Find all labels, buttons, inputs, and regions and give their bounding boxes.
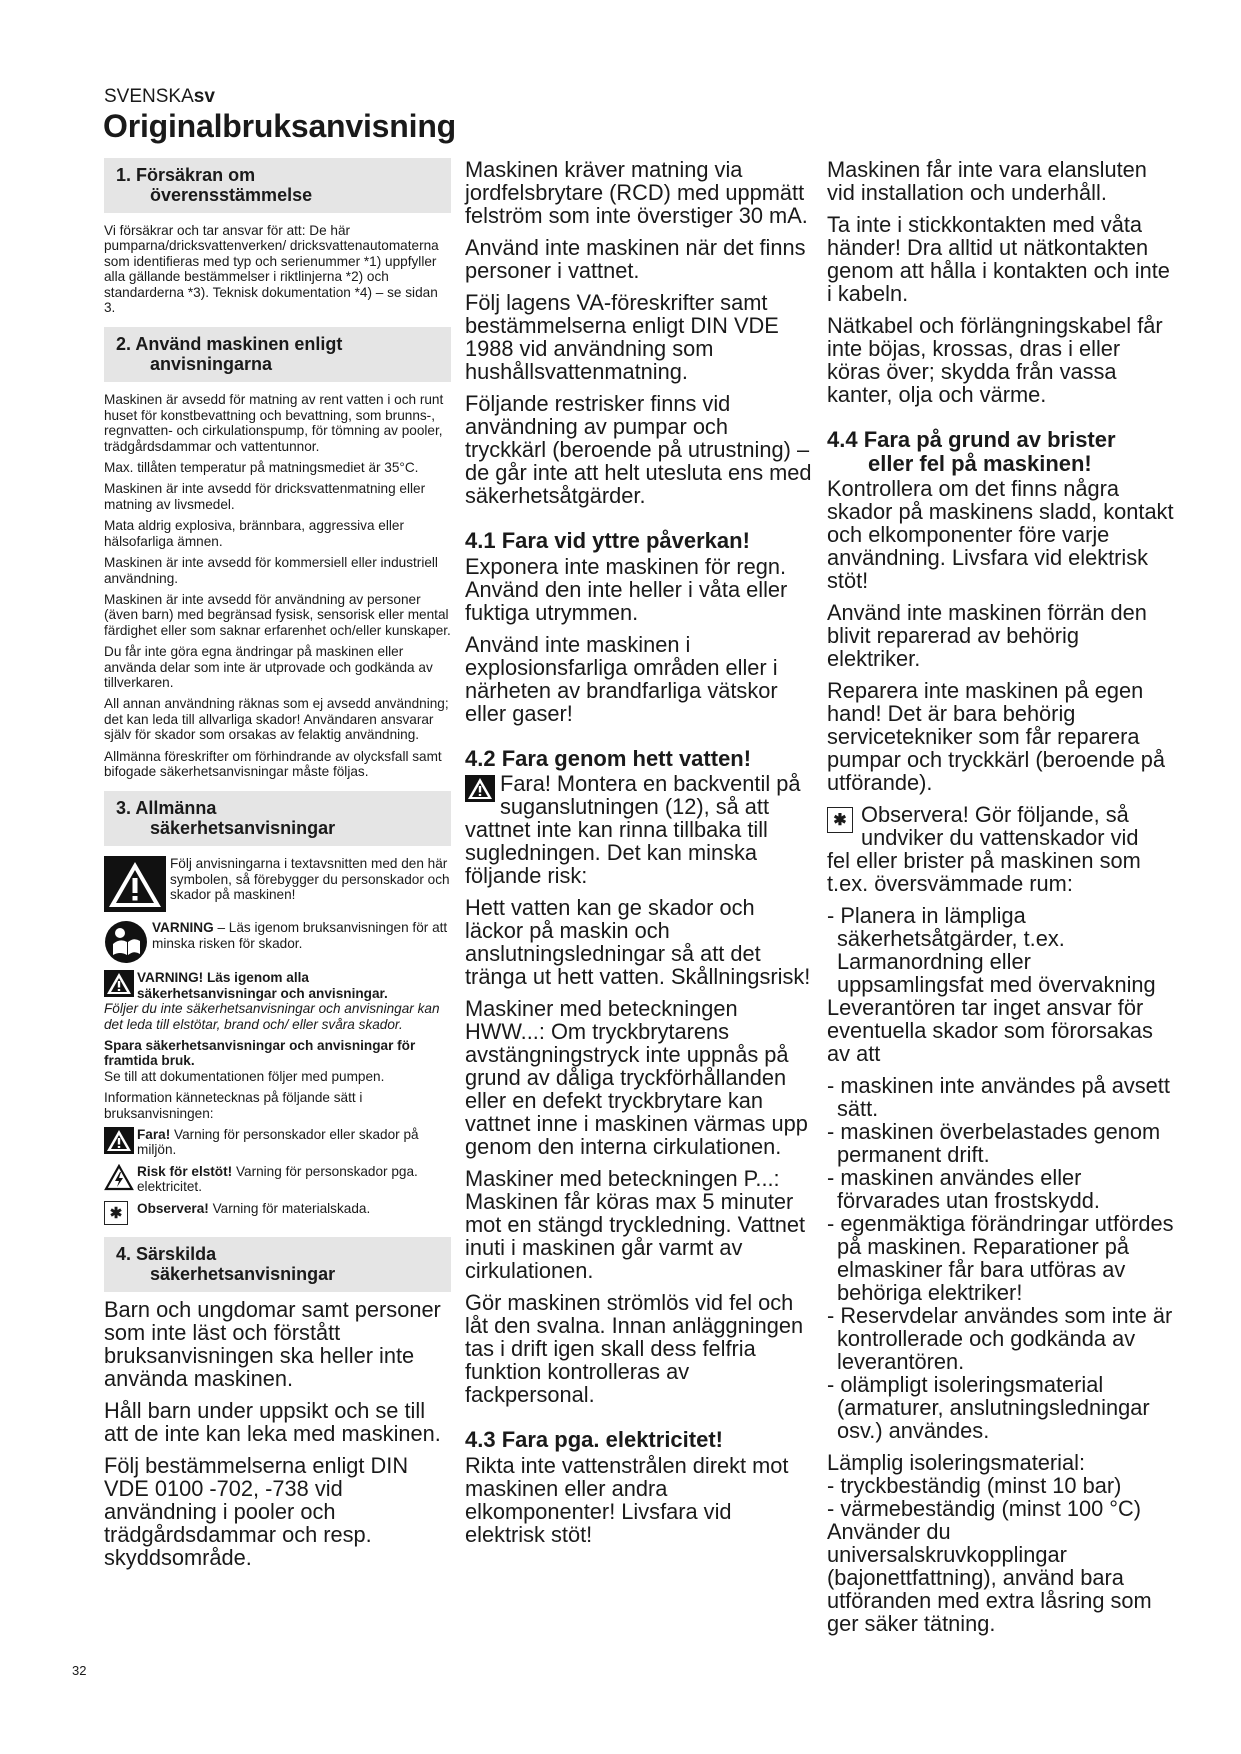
read-manual-icon [104,920,148,964]
page-number: 32 [72,1663,87,1678]
column-left [104,158,451,1578]
section-2-body: Maskinen är avsedd för matning av rent vatten i och runt huset för konstbevattning och bevattning, som brunns-, regnvatten- och cirkulationspump, för tömning av pooler, trädgårdsdammar och vattentunnor. Max. tillåten temperatur på matningsmediet är 35°C. Maskinen är inte avsedd för dricksvattenmatning eller matning av livsmedel. Mata aldrig explosiva, brännbara, aggressiva eller hälsofarliga ämnen. Maskinen är inte avsedd för kommersiell eller industriell användning. Maskinen är inte avsedd för användning av personer (även barn) med begränsad fysisk, sensorisk eller mental färdighet eller som saknar erfarenhet och/eller kunskaper. Du får inte göra egna ändringar på maskinen eller använda delar som inte är utprovade och godkända av tillverkaren. All annan användning räknas som ej avsedd användning; det kan leda till allvarliga skador! Användaren ansvarar själv för skador som orsakas av felaktig användning. Allmänna föreskrifter om förhindrande av olycksfall samt bifogade säkerhetsanvisningar måste följas. [104,392,451,779]
electric-warning-icon [104,1164,134,1191]
section-4-1-heading: 4.1 Fara vid yttre påverkan! [465,528,750,553]
warning-triangle-icon [104,856,166,912]
section-1-heading: 1. Försäkran om överensstämmelse [104,158,451,213]
section-4-3-heading: 4.3 Fara pga. elektricitet! [465,1427,723,1452]
section-3-body: Följ anvisningarna i textavsnitten med den här symbolen, så förebygger du personskador och skador på maskinen! VARNING – Läs igenom bruksanvisningen för att minska risken för skador. VARNING! Läs igenom alla säkerhetsanvisningar och anvisningar. Följer du inte säkerhetsanvisningar och anvisningar kan det leda till elstötar, brand och/ eller svåra skador. Spara säkerhetsanvisningar och anvisningar för framtida bruk. Se till att dokumentationen följer med pumpen. Information kännetecknas på följande sätt i bruksanvisningen: Fara! Varning för personskador eller skador på miljön. Risk för elstöt! Varning för personskador pga. elektricitet. ✱ Observera! Varning för materialskada. [104,856,451,1224]
language-label [104,86,215,108]
section-3-heading: 3. Allmänna säkerhetsanvisningar [104,791,451,846]
section-4-2-heading: 4.2 Fara genom hett vatten! [465,745,752,771]
attention-asterisk-icon: ✱ [827,807,853,833]
section-4-heading: 4. Särskilda säkerhetsanvisningar [104,1237,451,1292]
warning-triangle-icon [104,1127,134,1154]
language-code: sv [193,86,215,107]
warning-triangle-icon [104,970,134,997]
section-4-4-heading: 4.4 Fara på grund av brister eller fel på maskinen! [827,427,1116,476]
section-1-body: Vi försäkrar och tar ansvar för att: De här pumparna/dricksvattenverken/ dricksvattenautomaterna som identifieras med typ och serienummer *1) uppfyller alla gällande bestämmelser i riktlinjerna *2) och standarderna *3). Teknisk dokumentation *4) – se sidan 3. [104,223,439,316]
document-title: Originalbruksanvisning [103,108,457,144]
attention-asterisk-icon: ✱ [104,1201,128,1225]
column-right: Maskinen får inte vara elansluten vid installation och underhåll. Ta inte i stickkontakten med våta händer! Dra alltid ut nätkontakten genom att hålla i kontakten och inte i kabeln. Nätkabel och förlängningskabel får inte böjas, krossas, dras i eller köras över; skydda från vassa kanter, olja och värme. 4.4 Fara på grund av brister eller fel på maskinen! Kontrollera om det finns några skador på maskinens sladd, kontakt och elkomponenter före varje användning. Livsfara vid elektrisk stöt! Använd inte maskinen förrän den blivit reparerad av behörig elektriker. Reparera inte maskinen på egen hand! Det är bara behörig servicetekniker som får reparera pumpar och tryckkärl (beroende på utförande). ✱ Observera! Gör följande, så undviker du vattenskador vid fel eller brister på maskinen som t.ex. översvämmade rum: - Planera in lämpliga säkerhetsåtgärder, t.ex. Larmanordning eller uppsamlingsfat med övervakning Leverantören tar inget ansvar för eventuella skador som förorsakas av att - maskinen inte användes på avsett sätt. - maskinen överbelastades genom permanent drift. - maskinen användes eller förvarades utan frostskydd. - egenmäktiga förändringar utfördes på maskinen. Reparationer på elmaskiner får bara utföras av behöriga elektriker! - Reservdelar användes som inte är kontrollerade och godkända av leverantören. - olämpligt isoleringsmaterial (armaturer, anslutningsledningar osv.) användes. Lämplig isoleringsmaterial: - tryckbeständig (minst 10 bar) - värmebeständig (minst 100 °C) Använder du universalskruvkopplingar (bajonettfattning), använd bara utföranden med extra låsring som ger säker tätning. [827,158,1177,1644]
section-2-heading: 2. Använd maskinen enligt anvisningarna [104,327,451,382]
column-middle: Maskinen kräver matning via jordfelsbrytare (RCD) med uppmätt felström som inte överstiger 30 mA. Använd inte maskinen när det finns personer i vattnet. Följ lagens VA-föreskrifter samt bestämmelserna enligt DIN VDE 1988 vid användning som hushållsvattenmatning. Följande restrisker finns vid användning av pumpar och tryckkärl (beroende på utrustning) – de går inte att helt utesluta ens med säkerhetsåtgärder. 4.1 Fara vid yttre påverkan! Exponera inte maskinen för regn. Använd den inte heller i våta eller fuktiga utrymmen. Använd inte maskinen i explosionsfarliga områden eller i närheten av brandfarliga vätskor eller gaser! 4.2 Fara genom hett vatten! Fara! Montera en backventil på suganslutningen (12), så att vattnet inte kan rinna tillbaka till sugledningen. Det kan minska följande risk: Hett vatten kan ge skador och läckor på maskin och anslutningsledningar så att det tränga ut hett vatten. Skållningsrisk! Maskiner med beteckningen HWW...: Om tryckbrytarens avstängningstryck inte uppnås på grund av dåliga tryckförhållanden eller en defekt tryckbrytare kan vattnet inne i maskinen värmas upp genom den interna cirkulationen. Maskiner med beteckningen P...: Maskinen får köras max 5 minuter mot en stängd tryckledning. Vattnet inuti i maskinen går varmt av cirkulationen. Gör maskinen strömlös vid fel och låt den svalna. Innan anläggningen tas i drift igen skall dess felfria funktion kontrolleras av fackpersonal. 4.3 Fara pga. elektricitet! Rikta inte vattenstrålen direkt mot maskinen eller andra elkomponenter! Livsfara vid elektrisk stöt! [465,158,815,1555]
language-name: SVENSKA [104,86,194,107]
section-4-body: Barn och ungdomar samt personer som inte läst och förstått bruksanvisningen ska heller inte använda maskinen. Håll barn under uppsikt och se till att de inte kan leka med maskinen. Följ bestämmelserna enligt DIN VDE 0100 -702, -738 vid användning i pooler och trädgårdsdammar och resp. skyddsområde. [104,1296,441,1570]
warning-triangle-icon [465,775,495,802]
